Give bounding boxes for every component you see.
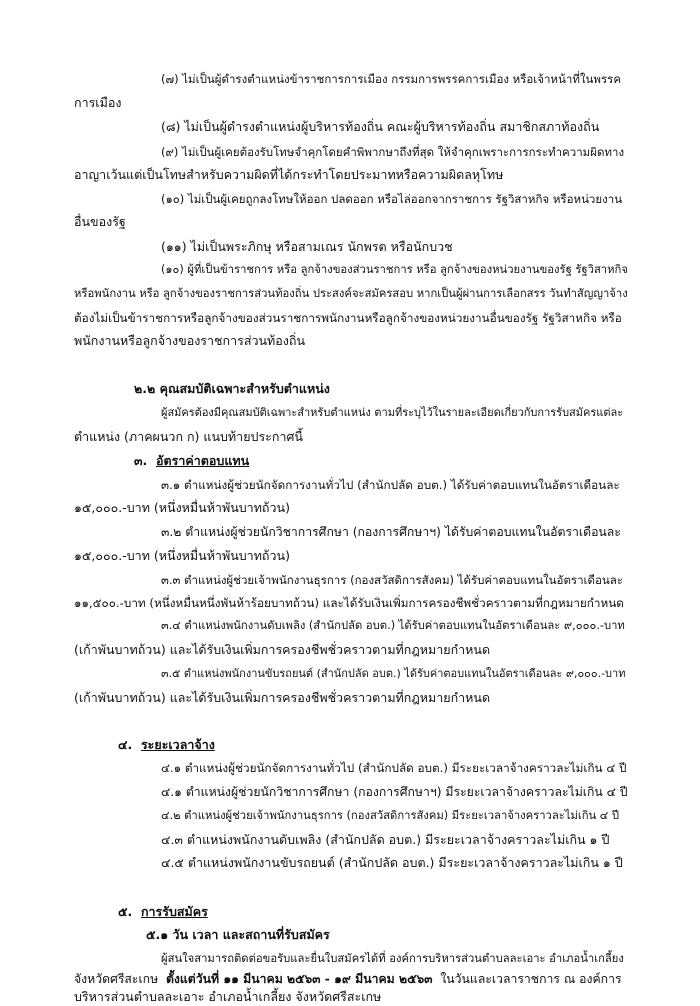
term-item-1: ๔.๑ ตำแหน่งผู้ช่วยนักจัดการงานทั่วไป (สำนักปลัด อบต.) มีระยะเวลาจ้างคราวละไม่เกิน ๔ ปี (161, 761, 627, 775)
pay-item-3-1: ๓.๑ ตำแหน่งผู้ช่วยนักจัดการงานทั่วไป (สำนักปลัด อบต.) ได้รับค่าตอบแทนในอัตราเดือนละ (161, 478, 620, 492)
term-item-2: ๔.๑ ตำแหน่งผู้ช่วยนักวิชาการศึกษา (กองการศึกษาฯ) มีระยะเวลาจ้างคราวละไม่เกิน ๔ ปี (161, 785, 628, 799)
qualification-item-8: (๘) ไม่เป็นผู้ดำรงตำแหน่งผู้บริหารท้องถิ่น คณะผู้บริหารท้องถิ่น สมาชิกสภาท้องถิ่น (161, 119, 600, 134)
section-4-number: ๔. (118, 737, 133, 752)
application-date-range: ตั้งแต่วันที่ ๑๑ มีนาคม ๒๕๖๓ - ๑๙ มีนาคม ๒๕๖๓ (165, 972, 433, 986)
qualification-item-12-cont-2: ต้องไม่เป็นข้าราชการหรือลูกจ้างของส่วนราชการพนักงานหรือลูกจ้างของหน่วยงานอื่นของรัฐ รัฐวิสาหกิจ หรือ (74, 311, 622, 325)
term-item-5: ๔.๕ ตำแหน่งพนักงานขับรถยนต์ (สำนักปลัด อบต.) มีระยะเวลาจ้างคราวละไม่เกิน ๑ ปี (161, 855, 623, 870)
qualification-item-9-cont: อาญาเว้นแต่เป็นโทษสำหรับความผิดที่ได้กระทำโดยประมาทหรือความผิดลหุโทษ (74, 167, 504, 182)
section-2-2-paragraph-cont: ตำแหน่ง (ภาคผนวก ก) แนบท้ายประกาศนี้ (74, 429, 303, 444)
pay-item-3-4: ๓.๔ ตำแหน่งพนักงานดับเพลิง (สำนักปลัด อบต.) ได้รับค่าตอบแทนในอัตราเดือนละ ๙,๐๐๐.-บาท (161, 619, 625, 632)
application-location: บริหารส่วนตำบลละเอาะ อำเภอน้ำเกลี้ยง จังหวัดศรีสะเกษ (74, 989, 382, 1004)
qualification-item-9: (๙) ไม่เป็นผู้เคยต้องรับโทษจำคุกโดยคำพิพากษาถึงที่สุด ให้จำคุกเพราะการกระทำความผิดทาง (161, 145, 625, 159)
application-paragraph: ผู้สนใจสามารถติดต่อขอรับและยื่นใบสมัครได้ที่ องค์การบริหารส่วนตำบลละเอาะ อำเภอน้ำเกลี้ยง (161, 952, 624, 965)
section-4-heading (118, 736, 215, 754)
pay-item-3-2-cont: ๑๕,๐๐๐.-บาท (หนึ่งหมื่นห้าพันบาทถ้วน) (74, 548, 290, 563)
pay-item-3-5: ๓.๕ ตำแหน่งพนักงานขับรถยนต์ (สำนักปลัด อบต.) ได้รับค่าตอบแทนในอัตราเดือนละ ๙,๐๐๐.-บาท (161, 667, 626, 680)
section-4-title: ระยะเวลาจ้าง (140, 737, 215, 752)
section-5-1-heading: ๕.๑ วัน เวลา และสถานที่รับสมัคร (146, 927, 330, 942)
qualification-item-12-cont-3: พนักงานหรือลูกจ้างของราชการส่วนท้องถิ่น (74, 333, 305, 348)
pay-item-3-4-cont: (เก้าพันบาทถ้วน) และได้รับเงินเพิ่มการครองชีพชั่วคราวตามที่กฎหมายกำหนด (74, 642, 491, 657)
qualification-item-10-cont: อื่นของรัฐ (74, 214, 126, 229)
pay-item-3-5-cont: (เก้าพันบาทถ้วน) และได้รับเงินเพิ่มการครองชีพชั่วคราวตามที่กฎหมายกำหนด (74, 690, 491, 705)
section-5-title: การรับสมัคร (140, 904, 208, 919)
qualification-item-10: (๑๐) ไม่เป็นผู้เคยถูกลงโทษให้ออก ปลดออก หรือไล่ออกจากราชการ รัฐวิสาหกิจ หรือหน่วยงาน (161, 192, 623, 206)
section-3-heading (134, 452, 249, 470)
pay-item-3-1-cont: ๑๕,๐๐๐.-บาท (หนึ่งหมื่นห้าพันบาทถ้วน) (74, 500, 290, 515)
application-province: จังหวัดศรีสะเกษ (74, 972, 159, 986)
qualification-item-7-cont: การเมือง (74, 95, 122, 110)
term-item-4: ๔.๓ ตำแหน่งพนักงานดับเพลิง (สำนักปลัด อบต.) มีระยะเวลาจ้างคราวละไม่เกิน ๑ ปี (161, 832, 610, 847)
application-hours: ในวันและเวลาราชการ ณ องค์การ (440, 972, 622, 986)
section-3-title: อัตราค่าตอบแทน (156, 453, 250, 468)
qualification-item-12: (๑๐) ผู้ที่เป็นข้าราชการ หรือ ลูกจ้างของส่วนราชการ หรือ ลูกจ้างของหน่วยงานของรัฐ รัฐวิสาหกิจ (161, 263, 628, 276)
qualification-item-12-cont-1: หรือพนักงาน หรือ ลูกจ้างของราชการส่วนท้องถิ่น ประสงค์จะสมัครสอบ หากเป็นผู้ผ่านการเลือกสรร วันทำสัญญาจ้าง (74, 287, 628, 300)
section-5-number: ๕. (118, 904, 133, 919)
term-item-3: ๔.๒ ตำแหน่งผู้ช่วยเจ้าพนักงานธุรการ (กองสวัสดิการสังคม) มีระยะเวลาจ้างคราวละไม่เกิน ๔ ปี (161, 809, 620, 822)
section-5-heading (118, 903, 208, 921)
section-3-number: ๓. (134, 453, 148, 468)
application-paragraph-cont (74, 970, 622, 988)
pay-item-3-3-cont: ๑๑,๕๐๐.-บาท (หนึ่งหมื่นหนึ่งพันห้าร้อยบาทถ้วน) และได้รับเงินเพิ่มการครองชีพชั่วคราวตามที่กฎหมายกำหนด (74, 596, 624, 610)
section-2-2-heading: ๒.๒ คุณสมบัติเฉพาะสำหรับตำแหน่ง (134, 381, 330, 396)
section-2-2-paragraph: ผู้สมัครต้องมีคุณสมบัติเฉพาะสำหรับตำแหน่ง ตามที่ระบุไว้ในรายละเอียดเกี่ยวกับการรับสมัครแต่ละ (161, 406, 624, 419)
qualification-item-7: (๗) ไม่เป็นผู้ดำรงตำแหน่งข้าราชการการเมือง กรรมการพรรคการเมือง หรือเจ้าหน้าที่ในพรรค (161, 72, 622, 86)
qualification-item-11: (๑๑) ไม่เป็นพระภิกษุ หรือสามเณร นักพรต หรือนักบวช (161, 239, 453, 254)
pay-item-3-2: ๓.๒ ตำแหน่งผู้ช่วยนักวิชาการศึกษา (กองการศึกษาฯ) ได้รับค่าตอบแทนในอัตราเดือนละ (161, 525, 621, 539)
pay-item-3-3: ๓.๓ ตำแหน่งผู้ช่วยเจ้าพนักงานธุรการ (กองสวัสดิการสังคม) ได้รับค่าตอบแทนในอัตราเดือนละ (161, 573, 623, 587)
